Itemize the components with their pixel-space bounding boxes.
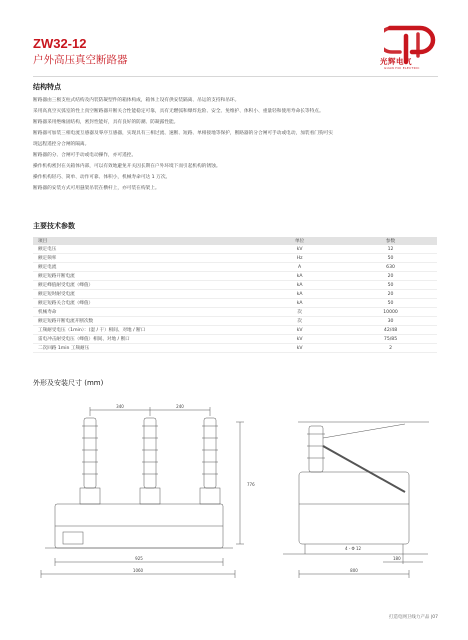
table-row bbox=[33, 299, 437, 308]
param-value: 42/48 bbox=[344, 326, 437, 335]
param-name: 额定频率 bbox=[33, 254, 255, 263]
structure-line: 断路器的分、合闸可手动或电动操作，亦可遥控。 bbox=[33, 153, 137, 158]
param-value: 50 bbox=[344, 299, 437, 308]
structure-line: 断路器采用绝缘固结构，密封性能好，具有良好的防潮、防凝露性能。 bbox=[33, 120, 179, 125]
header-divider bbox=[33, 76, 438, 77]
param-unit: A bbox=[255, 263, 344, 272]
table-row bbox=[33, 245, 437, 254]
param-value: 630 bbox=[344, 263, 437, 272]
dim-label: 180 bbox=[393, 556, 401, 561]
param-unit: 次 bbox=[255, 308, 344, 317]
param-unit: Hz bbox=[255, 254, 344, 263]
dims-heading: 外形及安装尺寸 (mm) bbox=[33, 379, 104, 387]
param-name: 工频耐受电压（1min）：(湿 / 干）相间、对地 / 断口 bbox=[33, 326, 255, 335]
table-row bbox=[33, 281, 437, 290]
param-unit: kV bbox=[255, 326, 344, 335]
structure-line: 操作机构密封在关箱体内部，可以有效地避免开关因长期在户外环境下而引起机构的锈蚀。 bbox=[33, 164, 221, 169]
structure-line: 现远程遥控分合闸的隔离。 bbox=[33, 142, 90, 147]
table-row bbox=[33, 335, 437, 344]
table-row bbox=[33, 290, 437, 299]
param-name: 额定短路关合电流（峰值） bbox=[33, 299, 255, 308]
param-value: 2 bbox=[344, 344, 437, 353]
param-unit: kA bbox=[255, 281, 344, 290]
param-value: 50 bbox=[344, 254, 437, 263]
col-value: 参数 bbox=[344, 237, 437, 245]
param-value: 50 bbox=[344, 281, 437, 290]
table-row bbox=[33, 263, 437, 272]
param-value: 12 bbox=[344, 245, 437, 254]
param-name: 额定电压 bbox=[33, 245, 255, 254]
dim-label: 4 - Φ 12 bbox=[345, 546, 362, 551]
structure-line: 断路器可加装三相电流互感器及零序互感器，实现具有三相过流、速断、短路、单相接地等保护，断路器的分合闸可手动或电动，加装看门狗可实 bbox=[33, 131, 334, 136]
dim-label: 240 bbox=[176, 404, 184, 409]
param-unit: kV bbox=[255, 335, 344, 344]
dim-label: 925 bbox=[135, 556, 143, 561]
param-value: 10000 bbox=[344, 308, 437, 317]
brand-name-en: GUAN HUI ELECTRIC bbox=[384, 66, 420, 70]
param-name: 机械寿命 bbox=[33, 308, 255, 317]
param-unit: kA bbox=[255, 299, 344, 308]
table-row bbox=[33, 344, 437, 353]
param-value: 20 bbox=[344, 290, 437, 299]
params-heading: 主要技术参数 bbox=[33, 222, 75, 230]
param-value: 75/85 bbox=[344, 335, 437, 344]
page-footer: 打造电网卫线力产品 |07 bbox=[388, 615, 438, 620]
structure-line: 断路器的安装方式可用悬架吊装在横杆上，亦可装在构架上。 bbox=[33, 186, 160, 191]
table-row bbox=[33, 254, 437, 263]
params-table bbox=[33, 237, 437, 353]
product-name: 户外高压真空断路器 bbox=[33, 54, 128, 66]
structure-line: 操作机构轻巧、简单、动作可靠、体积小，机械寿命可达 1 万次。 bbox=[33, 175, 171, 180]
dim-label: 776 bbox=[247, 482, 255, 487]
param-unit: kA bbox=[255, 272, 344, 281]
param-unit: kV bbox=[255, 344, 344, 353]
structure-line: 采用高真空灭弧室的性上真空断路器开断关合性能稳定可靠，具有无燃弧和爆炸危险、安全、免维护、体积小、重量轻和使用寿命长等特点。 bbox=[33, 109, 324, 114]
param-name: 额定短时耐受电流 bbox=[33, 290, 255, 299]
param-unit: kV bbox=[255, 245, 344, 254]
structure-text bbox=[33, 95, 437, 194]
structure-line: 断路器由三极支柱式结构及内装防凝型件的箱体构成，箱体上设有供安装隔离、吊运的支持和吊环。 bbox=[33, 98, 240, 103]
brand-name: 光辉电气 bbox=[380, 57, 412, 66]
dimension-drawing bbox=[33, 404, 438, 609]
param-unit: 次 bbox=[255, 317, 344, 326]
param-name: 额定短路开断电流开断次数 bbox=[33, 317, 255, 326]
table-row bbox=[33, 317, 437, 326]
param-name: 额定电流 bbox=[33, 263, 255, 272]
param-name: 额定短路开断电流 bbox=[33, 272, 255, 281]
dim-label: 340 bbox=[116, 404, 124, 409]
col-unit: 单位 bbox=[255, 237, 344, 245]
table-header-row bbox=[33, 237, 437, 245]
param-value: 20 bbox=[344, 272, 437, 281]
table-row bbox=[33, 308, 437, 317]
dim-label: 800 bbox=[350, 568, 358, 573]
param-value: 30 bbox=[344, 317, 437, 326]
table-row bbox=[33, 326, 437, 335]
param-unit: kA bbox=[255, 290, 344, 299]
col-item: 项目 bbox=[33, 237, 255, 245]
product-model: ZW32-12 bbox=[33, 36, 87, 51]
params-body bbox=[33, 245, 437, 353]
param-name: 二次回路 1min 工频耐压 bbox=[33, 344, 255, 353]
param-name: 雷电冲击耐受电压（峰值）相间、对地 / 断口 bbox=[33, 335, 255, 344]
dim-label: 1060 bbox=[132, 568, 144, 573]
param-name: 额定峰值耐受电流（峰值） bbox=[33, 281, 255, 290]
structure-heading: 结构特点 bbox=[33, 83, 61, 91]
table-row bbox=[33, 272, 437, 281]
